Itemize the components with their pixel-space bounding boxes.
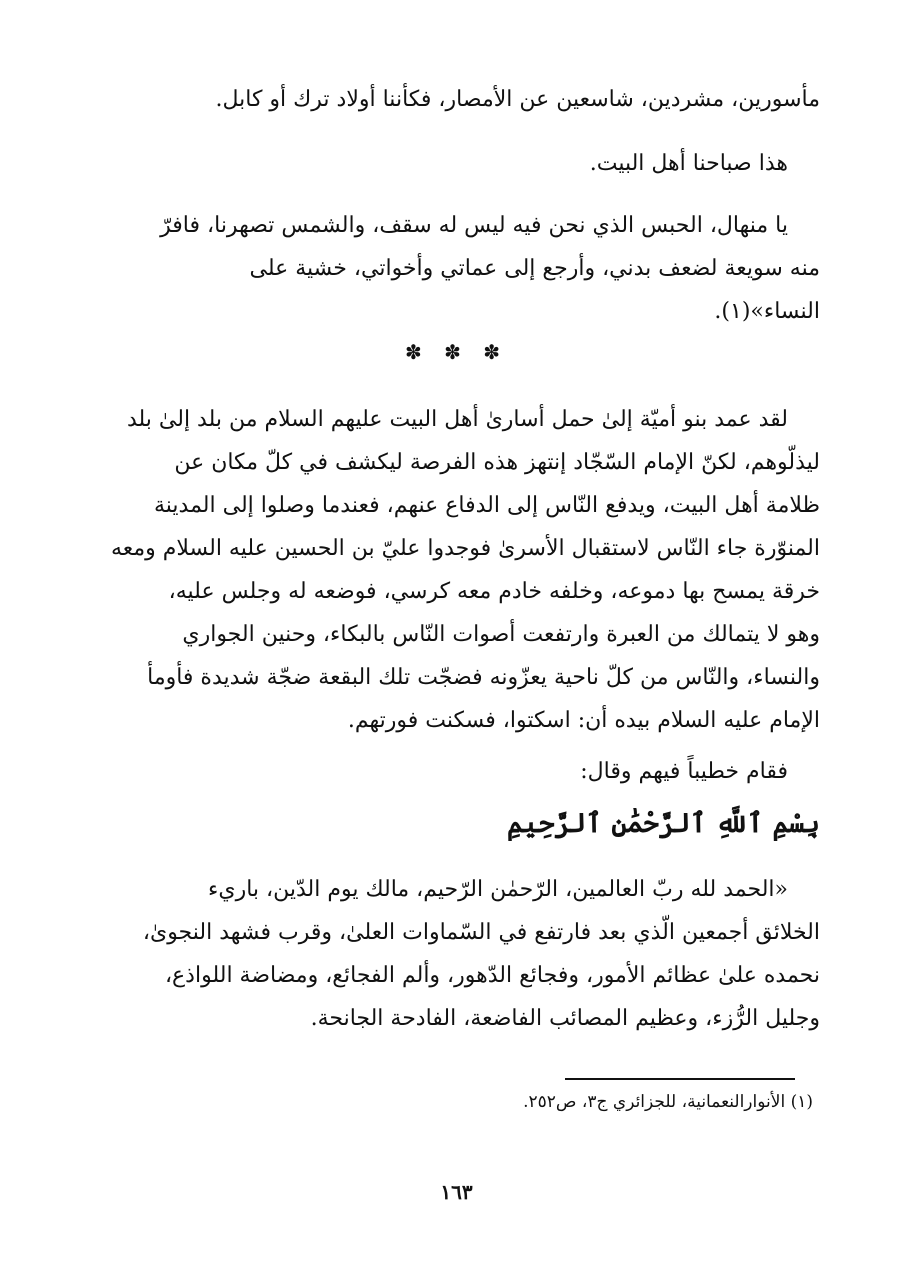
section-separator: ✽ ✽ ✽ [405, 340, 508, 364]
text-line: والنساء، والنّاس من كلّ ناحية يعزّونه فضجّت تلك البقعة ضجّة شديدة فأومأ [147, 665, 820, 690]
text-line: منه سويعة لضعف بدني، وأرجع إلى عماتي وأخواتي، خشية على [249, 256, 820, 281]
text-line: وهو لا يتمالك من العبرة وارتفعت أصوات النّاس بالبكاء، وحنين الجواري [182, 622, 820, 647]
text-line: ليذلّوهم، لكنّ الإمام السّجّاد إنتهز هذه الفرصة ليكشف في كلّ مكان عن [174, 450, 820, 475]
text-line: هذا صباحنا أهل البيت. [589, 151, 788, 176]
paragraph-5 [92, 750, 820, 793]
text-line: الإمام عليه السلام بيده أن: اسكتوا، فسكنت فورتهم. [347, 708, 820, 733]
text-line: ظلامة أهل البيت، ويدفع النّاس إلى الدفاع عنهم، فعندما وصلوا إلى المدينة [153, 493, 820, 518]
paragraph-1 [92, 78, 820, 121]
basmala-heading: بِسْمِ ٱللَّهِ ٱلرَّحْمَٰنِ ٱلرَّحِيمِ [507, 808, 820, 839]
text-line: مأسورين، مشردين، شاسعين عن الأمصار، فكأننا أولاد ترك أو كابل. [215, 87, 820, 112]
footnote: (١) الأنوارالنعمانية، للجزائري ج٣، ص٢٥٢. [523, 1092, 813, 1112]
paragraph-2 [92, 142, 820, 185]
page-number: ١٦٣ [440, 1180, 473, 1204]
text-line: «الحمد لله ربّ العالمين، الرّحمٰن الرّحيم، مالك يوم الدّين، باريء [208, 877, 788, 902]
text-line: خرقة يمسح بها دموعه، وخلفه خادم معه كرسي، فوضعه له وجلس عليه، [168, 579, 820, 604]
text-line: الخلائق أجمعين الّذي بعد فارتفع في السّماوات العلىٰ، وقرب فشهد النجوىٰ، [142, 920, 820, 945]
paragraph-6 [92, 868, 820, 1040]
text-line: يا منهال، الحبس الذي نحن فيه ليس له سقف، والشمس تصهرنا، فافرّ [160, 213, 788, 238]
text-line: وجليل الرُّزء، وعظيم المصائب الفاضعة، الفادحة الجانحة. [310, 1006, 820, 1031]
text-line: المنوّرة جاء النّاس لاستقبال الأسرىٰ فوجدوا عليّ بن الحسين عليه السلام ومعه [110, 536, 820, 561]
paragraph-3 [92, 204, 820, 333]
text-line: لقد عمد بنو أميّة إلىٰ حمل أسارىٰ أهل البيت عليهم السلام من بلد إلىٰ بلد [126, 407, 788, 432]
text-line: النساء»(١). [714, 299, 820, 324]
text-line: نحمده علىٰ عظائم الأمور، وفجائع الدّهور، وألم الفجائع، ومضاضة اللواذع، [164, 963, 820, 988]
footnote-divider [565, 1078, 795, 1080]
paragraph-4 [92, 398, 820, 742]
text-line: فقام خطيباً فيهم وقال: [580, 759, 788, 784]
